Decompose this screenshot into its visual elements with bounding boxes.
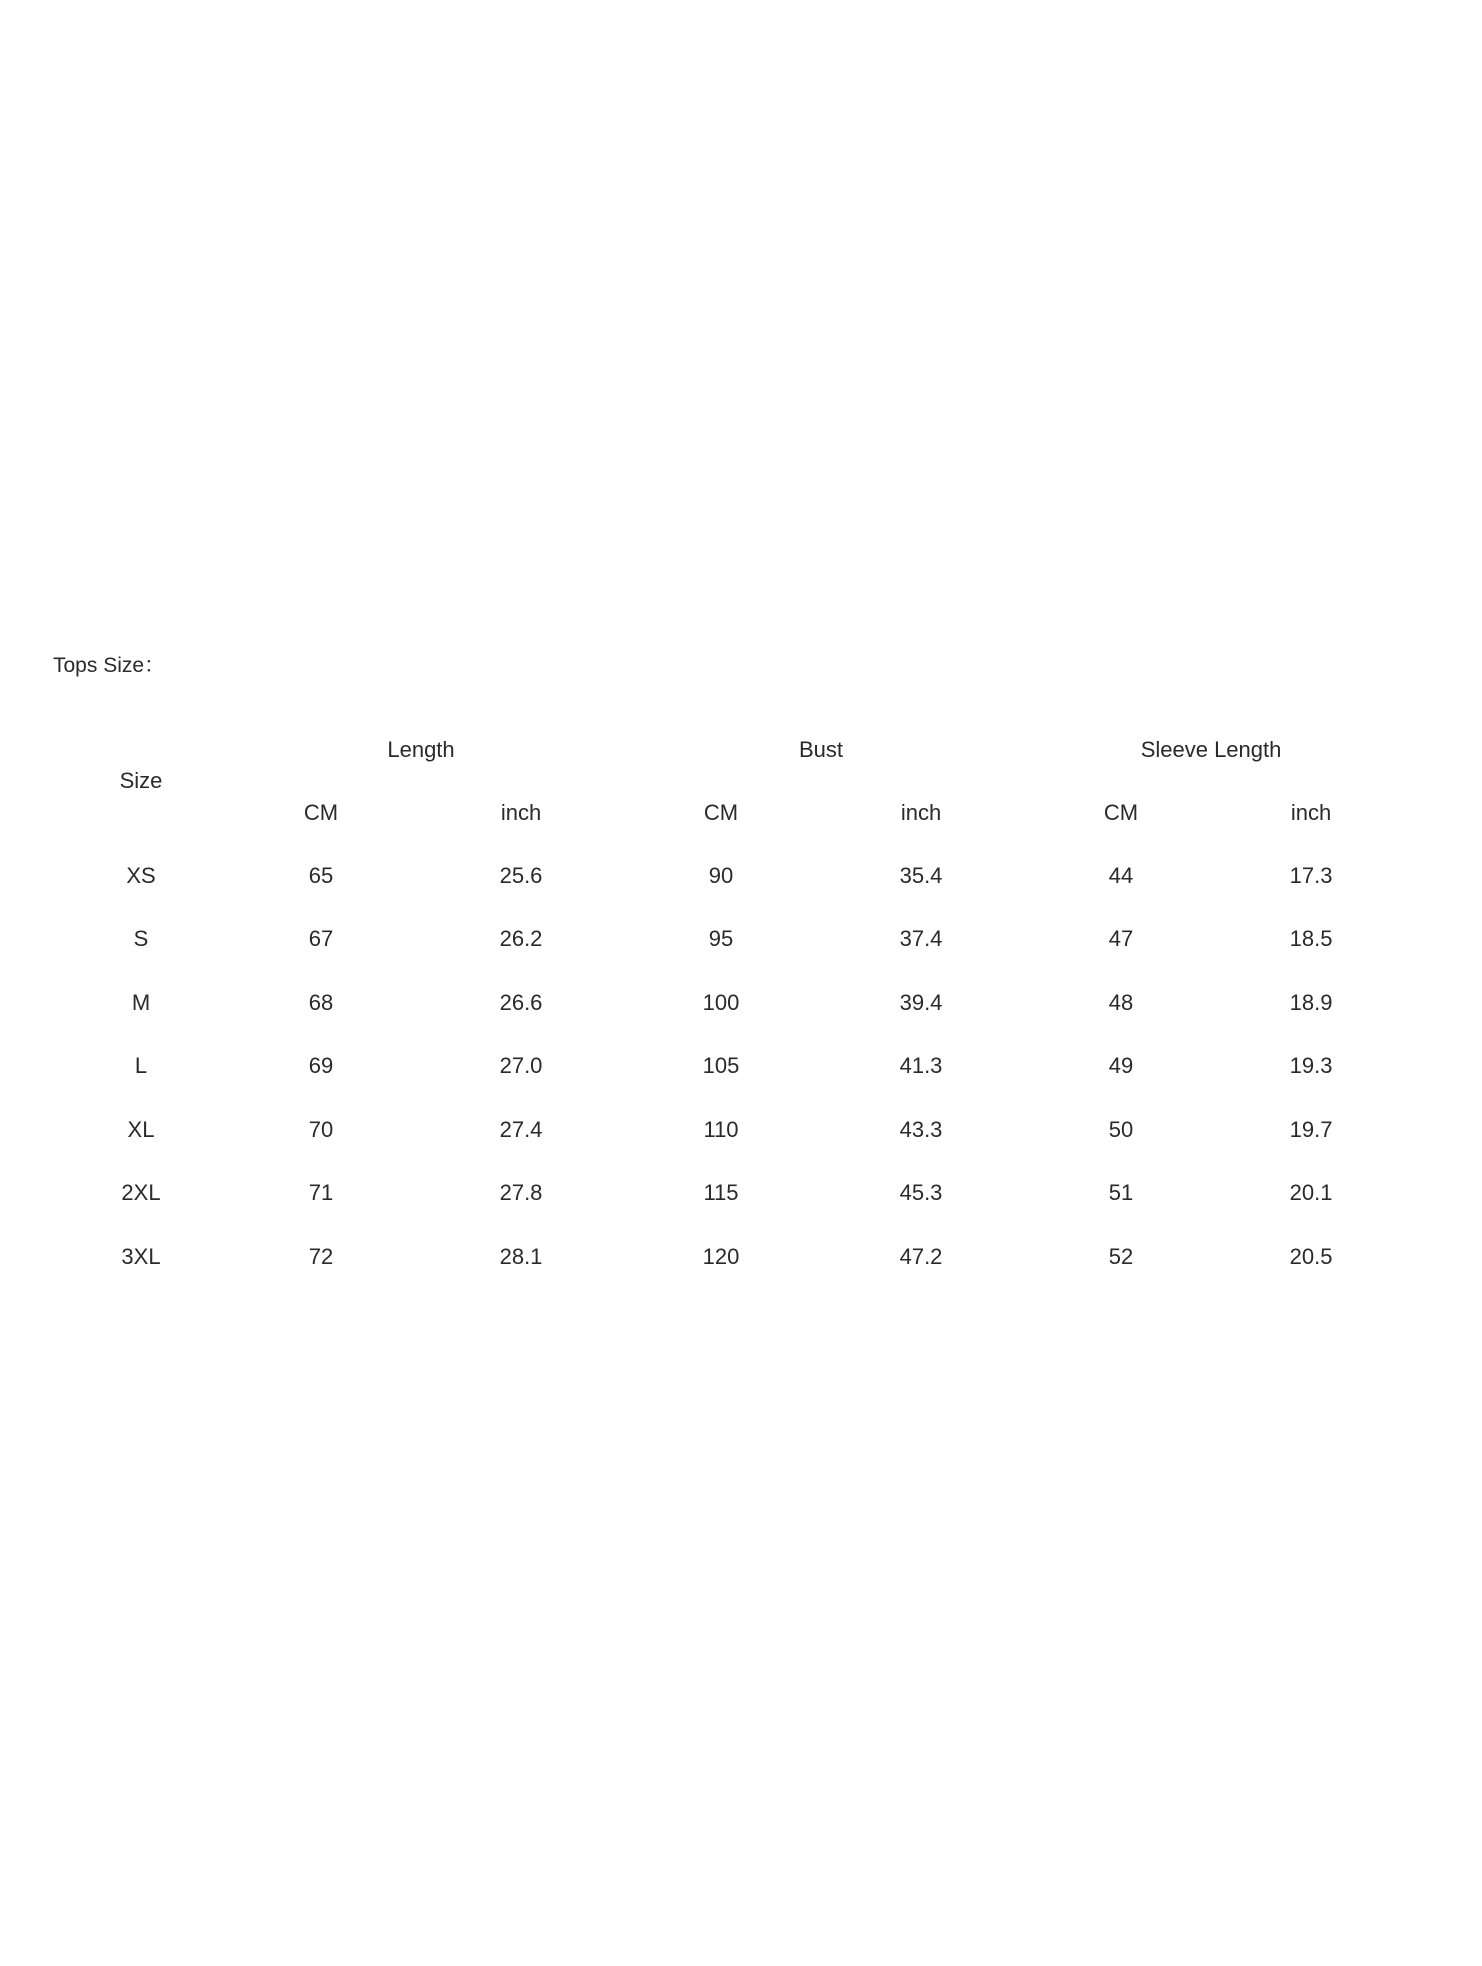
unit-header-row [61,781,1401,844]
table-row [61,971,1401,1035]
sleeve-cm-cell: 50 [1108,1116,1134,1142]
length-cm-header: CM [303,799,339,825]
sleeve-length-group-header: Sleeve Length [1140,736,1282,762]
length-cm-cell: 68 [308,989,334,1015]
length-inch-cell: 26.6 [499,989,543,1015]
bust-cm-cell: 110 [703,1116,739,1142]
sleeve-inch-cell: 19.3 [1289,1053,1333,1079]
length-inch-cell: 28.1 [499,1243,543,1269]
sleeve-inch-cell: 18.5 [1289,926,1333,952]
sleeve-cm-cell: 47 [1108,926,1134,952]
sleeve-cm-cell: 49 [1108,1053,1134,1079]
bust-inch-header: inch [900,799,942,825]
bust-inch-cell: 45.3 [899,1180,943,1206]
bust-inch-cell: 39.4 [899,989,943,1015]
bust-cm-cell: 105 [702,1053,740,1079]
length-cm-cell: 65 [308,862,334,888]
size-cell: L [134,1053,148,1079]
length-group-header: Length [387,736,455,762]
length-inch-cell: 27.0 [499,1053,543,1079]
sleeve-cm-cell: 44 [1108,862,1134,888]
sleeve-cm-cell: 52 [1108,1243,1134,1269]
bust-cm-cell: 100 [702,989,740,1015]
bust-inch-cell: 47.2 [899,1243,943,1269]
length-cm-cell: 72 [308,1243,334,1269]
size-column-header: Size [119,768,163,793]
table-row [61,1162,1401,1226]
sleeve-cm-header: CM [1103,799,1139,825]
sleeve-inch-cell: 20.1 [1289,1180,1333,1206]
sleeve-cm-cell: 51 [1108,1180,1134,1206]
size-cell: S [133,926,149,952]
length-inch-header: inch [500,799,542,825]
size-cell: 3XL [121,1243,161,1269]
table-row [61,844,1401,908]
length-inch-cell: 26.2 [499,926,543,952]
size-cell: 2XL [121,1180,161,1206]
size-table [61,718,1401,1289]
length-inch-cell: 25.6 [499,862,543,888]
sleeve-cm-cell: 48 [1108,989,1134,1015]
bust-group-header: Bust [799,736,844,762]
bust-cm-cell: 90 [708,862,734,888]
bust-cm-cell: 115 [703,1180,739,1206]
length-cm-cell: 69 [308,1053,334,1079]
bust-inch-cell: 43.3 [899,1116,943,1142]
length-cm-cell: 71 [308,1180,334,1206]
bust-cm-cell: 120 [702,1243,740,1269]
size-cell: M [131,989,151,1015]
length-cm-cell: 67 [308,926,334,952]
bust-inch-cell: 41.3 [899,1053,943,1079]
size-chart-title: Tops Size： [53,654,166,677]
table-row [61,1225,1401,1289]
sleeve-inch-cell: 20.5 [1289,1243,1333,1269]
sleeve-inch-cell: 17.3 [1289,862,1333,888]
bust-cm-cell: 95 [708,926,734,952]
bust-cm-header: CM [703,799,739,825]
table-row [61,1035,1401,1099]
sleeve-inch-cell: 19.7 [1289,1116,1333,1142]
length-inch-cell: 27.8 [499,1180,543,1206]
table-row [61,908,1401,972]
sleeve-inch-header: inch [1290,799,1332,825]
table-row [61,1098,1401,1162]
bust-inch-cell: 37.4 [899,926,943,952]
bust-inch-cell: 35.4 [899,862,943,888]
size-cell: XS [126,862,156,888]
group-header-row [61,718,1401,781]
length-inch-cell: 27.4 [499,1116,543,1142]
length-cm-cell: 70 [308,1116,334,1142]
size-cell: XL [127,1116,155,1142]
sleeve-inch-cell: 18.9 [1289,989,1333,1015]
